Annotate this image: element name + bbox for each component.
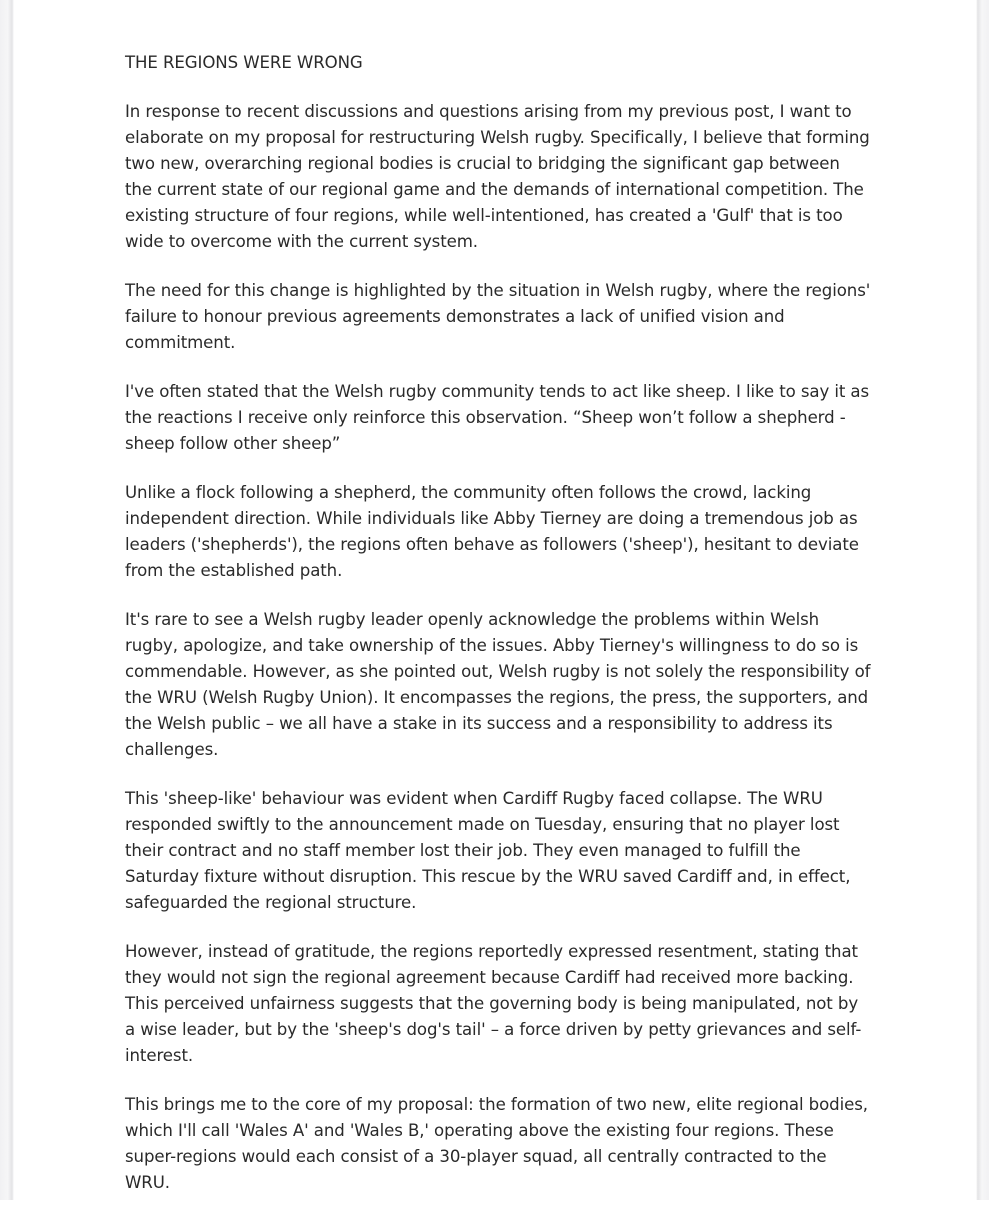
paragraph-5: It's rare to see a Welsh rugby leader openly acknowledge the problems within Welsh rugby, apologize, and take ownership of the issues. Abby Tierney's willingness to do so is commendable. However, as she pointed out, Welsh rugby is not solely the responsibility of the WRU (Welsh Rugby Union). It encompasses the regions, the press, the supporters, and the Welsh public – we all have a stake in its success and a responsibility to address its challenges. (125, 610, 871, 759)
page-edge-right (976, 0, 989, 1200)
paragraph-1: In response to recent discussions and questions arising from my previous post, I want to elaborate on my proposal for restructuring Welsh rugby. Specifically, I believe that forming two new, overarching regional bodies is crucial to bridging the significant gap between the current state of our regional game and the demands of international competition. The existing structure of four regions, while well-intentioned, has created a 'Gulf' that is too wide to overcome with the current system. (125, 102, 870, 251)
paragraph-4: Unlike a flock following a shepherd, the community often follows the crowd, lacking independent direction. While individuals like Abby Tierney are doing a tremendous job as leaders ('shepherds'), the regions often behave as followers ('sheep'), hesitant to deviate from the established path. (125, 483, 859, 580)
paragraph-2: The need for this change is highlighted by the situation in Welsh rugby, where the regions' failure to honour previous agreements demonstrates a lack of unified vision and commitment. (125, 281, 871, 352)
document-body (125, 50, 871, 1219)
paragraph-7: However, instead of gratitude, the regions reportedly expressed resentment, stating that they would not sign the regional agreement because Cardiff had received more backing. This perceived unfairness suggests that the governing body is being manipulated, not by a wise leader, but by the 'sheep's dog's tail' – a force driven by petty grievances and self-interest. (125, 942, 862, 1065)
document-title: THE REGIONS WERE WRONG (125, 53, 363, 72)
page-edge-left (0, 0, 14, 1200)
paragraph-8: This brings me to the core of my proposal: the formation of two new, elite regional bodies, which I'll call 'Wales A' and 'Wales B,' operating above the existing four regions. These super-regions would each consist of a 30-player squad, all centrally contracted to the WRU. (125, 1095, 868, 1192)
paragraph-3: I've often stated that the Welsh rugby community tends to act like sheep. I like to say it as the reactions I receive only reinforce this observation. “Sheep won’t follow a shepherd - sheep follow other sheep” (125, 382, 870, 453)
paragraph-6: This 'sheep-like' behaviour was evident when Cardiff Rugby faced collapse. The WRU responded swiftly to the announcement made on Tuesday, ensuring that no player lost their contract and no staff member lost their job. They even managed to fulfill the Saturday fixture without disruption. This rescue by the WRU saved Cardiff and, in effect, safeguarded the regional structure. (125, 789, 851, 912)
